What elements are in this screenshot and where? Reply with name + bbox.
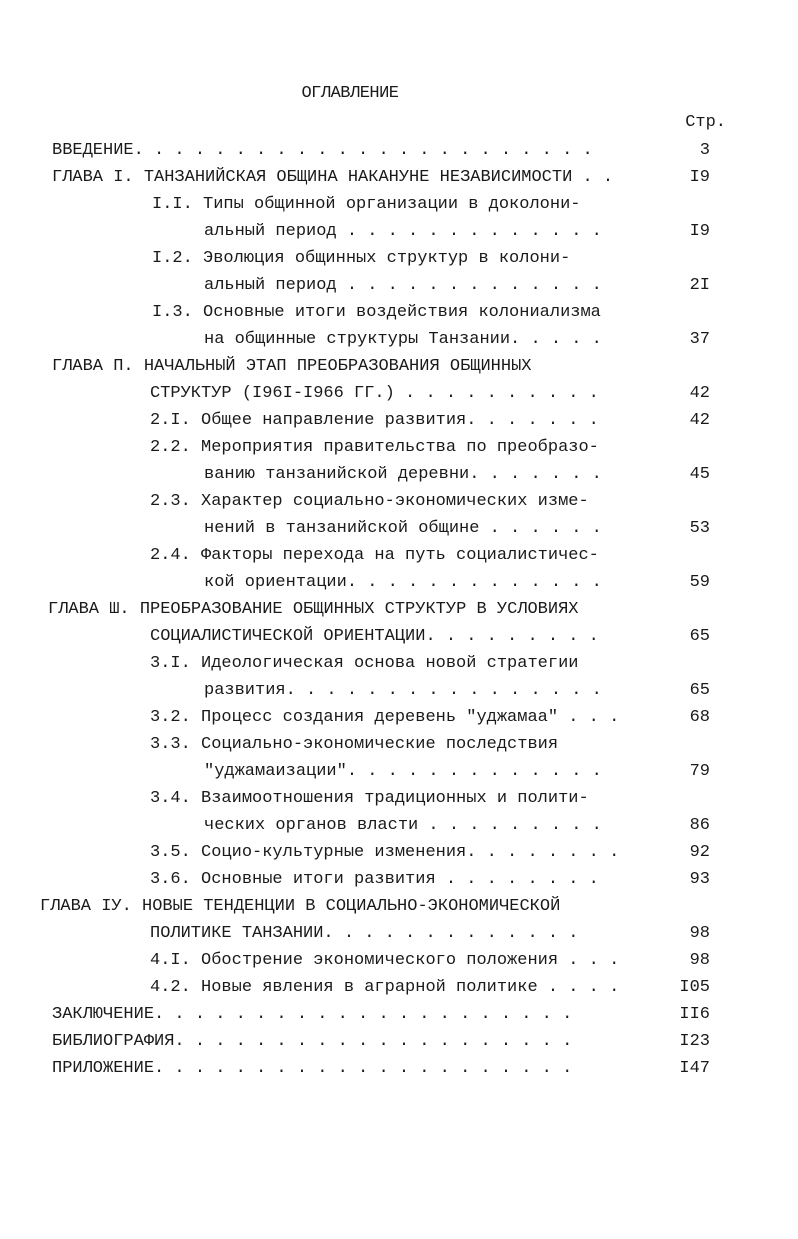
- toc-page-number: 93: [689, 870, 710, 889]
- toc-entry-line: I.2. Эволюция общинных структур в колони-: [152, 249, 571, 268]
- toc-entry-line: альный период . . . . . . . . . . . . .: [204, 276, 602, 295]
- toc-entry-line: нений в танзанийской общине . . . . . .: [204, 519, 602, 538]
- page-column-header: Стр.: [685, 113, 726, 132]
- toc-entry-line: 3.6. Основные итоги развития . . . . . . . .: [150, 870, 599, 889]
- page-title: ОГЛАВЛЕНИЕ: [301, 84, 399, 103]
- toc-entry-line: 3.5. Социо-культурные изменения. . . . . . . .: [150, 843, 620, 862]
- toc-entry-line: ВВЕДЕНИЕ. . . . . . . . . . . . . . . . . . . . . . .: [52, 141, 593, 160]
- toc-page-number: I9: [689, 222, 710, 241]
- toc-page-number: 98: [689, 924, 710, 943]
- toc-page-number: 2I: [689, 276, 710, 295]
- toc-entry-line: ванию танзанийской деревни. . . . . . .: [204, 465, 602, 484]
- toc-page-number: 92: [689, 843, 710, 862]
- toc-page-number: I47: [679, 1059, 710, 1078]
- toc-entry-line: ГЛАВА IУ. НОВЫЕ ТЕНДЕНЦИИ В СОЦИАЛЬНО-ЭКОНОМИЧЕСКОЙ: [40, 897, 561, 916]
- toc-page-number: 59: [689, 573, 710, 592]
- toc-page-number: 42: [689, 411, 710, 430]
- toc-entry-line: 4.I. Обострение экономического положения . . .: [150, 951, 620, 970]
- toc-page-number: 98: [689, 951, 710, 970]
- toc-page-number: I9: [689, 168, 710, 187]
- toc-page-number: 42: [689, 384, 710, 403]
- toc-page-number: 65: [689, 681, 710, 700]
- toc-entry-line: I.I. Типы общинной организации в доколони-: [152, 195, 581, 214]
- toc-page-number: 86: [689, 816, 710, 835]
- toc-entry-line: на общинные структуры Танзании. . . . .: [204, 330, 602, 349]
- toc-entry-line: ПРИЛОЖЕНИЕ. . . . . . . . . . . . . . . . . . . . .: [52, 1059, 573, 1078]
- toc-entry-line: ГЛАВА П. НАЧАЛЬНЫЙ ЭТАП ПРЕОБРАЗОВАНИЯ ОБЩИННЫХ: [52, 357, 532, 376]
- toc-page-number: II6: [679, 1005, 710, 1024]
- toc-page-number: 45: [689, 465, 710, 484]
- toc-entry-line: альный период . . . . . . . . . . . . .: [204, 222, 602, 241]
- toc-page-number: 65: [689, 627, 710, 646]
- toc-entry-line: 3.I. Идеологическая основа новой стратегии: [150, 654, 579, 673]
- toc-entry-line: ПОЛИТИКЕ ТАНЗАНИИ. . . . . . . . . . . . .: [150, 924, 579, 943]
- toc-entry-line: ГЛАВА I. ТАНЗАНИЙСКАЯ ОБЩИНА НАКАНУНЕ НЕЗАВИСИМОСТИ . .: [52, 168, 614, 187]
- toc-page-number: I23: [679, 1032, 710, 1051]
- toc-entry-line: I.3. Основные итоги воздействия колониализма: [152, 303, 601, 322]
- toc-entry-line: 3.2. Процесс создания деревень "уджамаа" . . .: [150, 708, 620, 727]
- toc-page-number: 37: [689, 330, 710, 349]
- toc-entry-line: "уджамаизации". . . . . . . . . . . . .: [204, 762, 602, 781]
- toc-entry-line: 2.2. Мероприятия правительства по преобразо-: [150, 438, 599, 457]
- toc-entry-line: БИБЛИОГРАФИЯ. . . . . . . . . . . . . . . . . . . .: [52, 1032, 573, 1051]
- toc-entry-line: СОЦИАЛИСТИЧЕСКОЙ ОРИЕНТАЦИИ. . . . . . . . .: [150, 627, 599, 646]
- toc-page-number: 53: [689, 519, 710, 538]
- toc-entry-line: ческих органов власти . . . . . . . . .: [204, 816, 602, 835]
- toc-entry-line: кой ориентации. . . . . . . . . . . . .: [204, 573, 602, 592]
- toc-entry-line: развития. . . . . . . . . . . . . . . .: [204, 681, 602, 700]
- toc-entry-line: 3.3. Социально-экономические последствия: [150, 735, 559, 754]
- toc-entry-line: 2.3. Характер социально-экономических изме-: [150, 492, 589, 511]
- toc-page-number: 79: [689, 762, 710, 781]
- toc-entry-line: ГЛАВА Ш. ПРЕОБРАЗОВАНИЕ ОБЩИННЫХ СТРУКТУР В УСЛОВИЯХ: [48, 600, 579, 619]
- toc-entry-line: ЗАКЛЮЧЕНИЕ. . . . . . . . . . . . . . . . . . . . .: [52, 1005, 573, 1024]
- toc-page-number: I05: [679, 978, 710, 997]
- toc-page-number: 3: [699, 141, 710, 160]
- toc-entry-line: СТРУКТУР (I96I-I966 ГГ.) . . . . . . . . . .: [150, 384, 599, 403]
- toc-entry-line: 4.2. Новые явления в аграрной политике . . . .: [150, 978, 620, 997]
- toc-page-number: 68: [689, 708, 710, 727]
- toc-entry-line: 3.4. Взаимоотношения традиционных и полити-: [150, 789, 589, 808]
- toc-entry-line: 2.4. Факторы перехода на путь социалистичес-: [150, 546, 599, 565]
- toc-entry-line: 2.I. Общее направление развития. . . . . . .: [150, 411, 599, 430]
